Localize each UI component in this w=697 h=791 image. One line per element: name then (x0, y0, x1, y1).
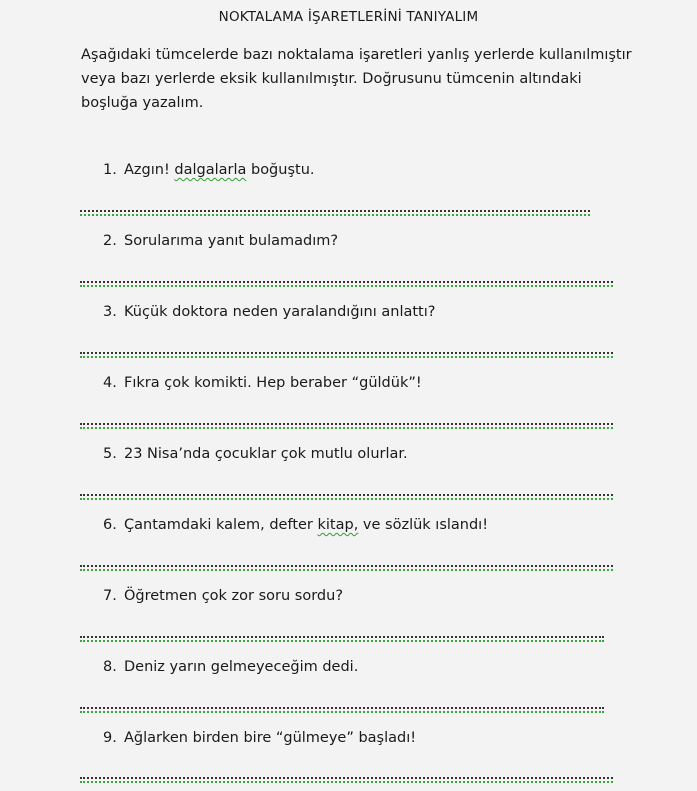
item-text: Küçük doktora neden yaralandığını anlattı? (124, 304, 436, 320)
worksheet-title: NOKTALAMA İŞARETLERİNİ TANIYALIM (218, 9, 479, 25)
exercise-item (103, 517, 488, 533)
exercise-item (103, 233, 338, 249)
item-number: 9. (103, 730, 117, 746)
exercise-item (103, 730, 416, 746)
item-text: ve sözlük ıslandı! (358, 517, 489, 533)
answer-line[interactable] (80, 707, 604, 711)
answer-line[interactable] (80, 636, 604, 640)
answer-line[interactable] (80, 777, 613, 781)
item-text: Sorularıma yanıt bulamadım? (124, 233, 339, 249)
item-text: Deniz yarın gelmeyeceğim dedi. (124, 659, 359, 675)
item-number: 6. (103, 517, 117, 533)
item-number: 2. (103, 233, 117, 249)
exercise-item (103, 588, 343, 604)
item-number: 7. (103, 588, 117, 604)
item-text: Öğretmen çok zor soru sordu? (124, 588, 344, 604)
answer-line[interactable] (80, 352, 613, 356)
item-text: Fıkra çok komikti. Hep beraber “güldük”! (124, 375, 422, 391)
answer-line[interactable] (80, 210, 590, 214)
item-text: boğuştu. (246, 162, 315, 178)
instructions: Aşağıdaki tümcelerde bazı noktalama işaretleri yanlış yerlerde kullanılmıştır veya bazı yerlerde eksik kullanılmıştır. Doğrusunu tümcenin altındaki boşluğa yazalım. (81, 47, 632, 111)
item-text: Azgın! (124, 162, 175, 178)
exercise-item (103, 162, 315, 178)
exercise-item (103, 659, 358, 675)
exercise-item (103, 304, 435, 320)
item-number: 5. (103, 446, 117, 462)
item-text: Ağlarken birden bire “gülmeye” başladı! (124, 730, 417, 746)
answer-line[interactable] (80, 565, 613, 569)
item-number: 1. (103, 162, 117, 178)
answer-line[interactable] (80, 281, 613, 285)
answer-line[interactable] (80, 494, 613, 498)
item-text: Çantamdaki kalem, defter (124, 517, 318, 533)
item-text: 23 Nisa’nda çocuklar çok mutlu olurlar. (124, 446, 408, 462)
item-text-marked: dalgalarla (174, 162, 247, 178)
exercise-item (103, 375, 422, 391)
item-number: 4. (103, 375, 117, 391)
item-text-marked: kitap, (317, 517, 359, 533)
item-number: 3. (103, 304, 117, 320)
exercise-item (103, 446, 408, 462)
item-number: 8. (103, 659, 117, 675)
answer-line[interactable] (80, 423, 613, 427)
